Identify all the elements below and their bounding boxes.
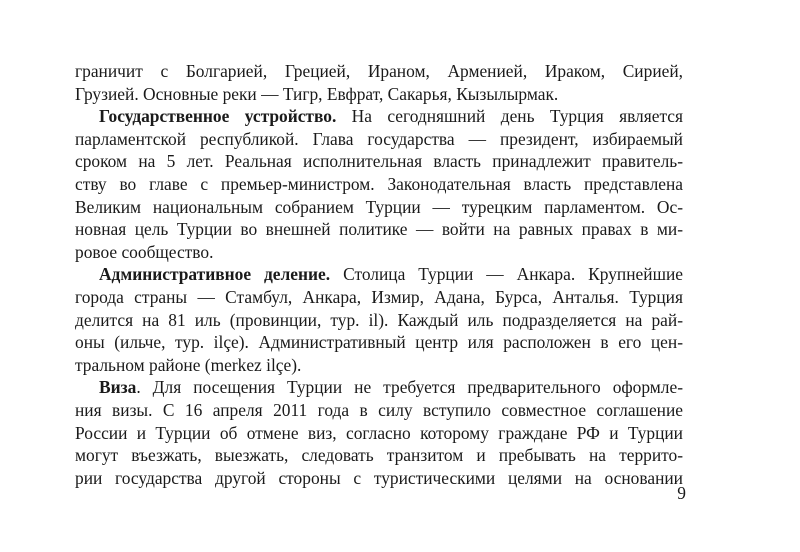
text-line-10: Административное деление. Столица Турции — Анкара. Крупнейшие <box>99 264 683 285</box>
text-line-8: новная цель Турции во внешней политике — войти на равных правах в ми- <box>75 219 683 240</box>
page-body <box>75 60 683 489</box>
text-line-19: рии государства другой стороны с туристическими целями на основании <box>75 467 683 488</box>
text-line-12: делится на 81 иль (провинции, тур. il). Каждый иль подразделяется на рай- <box>75 309 683 330</box>
text-line-14: тральном районе (merkez ilçe). <box>75 354 302 375</box>
text-line-13: оны (ильче, тур. ilçe). Административный центр иля расположен в его цен- <box>75 332 683 353</box>
text-line-11: города страны — Стамбул, Анкара, Измир, Адана, Бурса, Анталья. Турция <box>75 286 683 307</box>
text-line-4: парламентской республикой. Глава государства — президент, избираемый <box>75 128 683 149</box>
text-line-7: Великим национальным собранием Турции — турецким парламентом. Ос- <box>75 196 683 217</box>
text-line-5: сроком на 5 лет. Реальная исполнительная власть принадлежит правитель- <box>75 151 683 172</box>
section-heading-government: Государственное устройство. <box>99 106 337 127</box>
text-line-16: ния визы. С 16 апреля 2011 года в силу вступило совместное соглашение <box>75 399 683 420</box>
text-line-3: Государственное устройство. На сегодняшний день Турция является <box>99 106 683 127</box>
text-line-18: могут въезжать, выезжать, следовать транзитом и пребывать на террито- <box>75 445 683 466</box>
page-number: 9 <box>677 483 686 503</box>
section-heading-administrative: Административное деление. <box>99 264 331 285</box>
text-line-9: ровое сообщество. <box>75 241 214 262</box>
text-line-15: Виза. Для посещения Турции не требуется предварительного оформле- <box>99 377 683 398</box>
text-line-2: Грузией. Основные реки — Тигр, Евфрат, Сакарья, Кызылырмак. <box>75 83 559 104</box>
text-line-6: ству во главе с премьер-министром. Законодательная власть представлена <box>75 173 683 194</box>
text-line-1: граничит с Болгарией, Грецией, Ираном, Арменией, Ираком, Сирией, <box>75 61 683 81</box>
text-line-17: России и Турции об отмене виз, согласно которому граждане РФ и Турции <box>75 422 683 443</box>
section-heading-visa: Виза <box>99 377 137 398</box>
